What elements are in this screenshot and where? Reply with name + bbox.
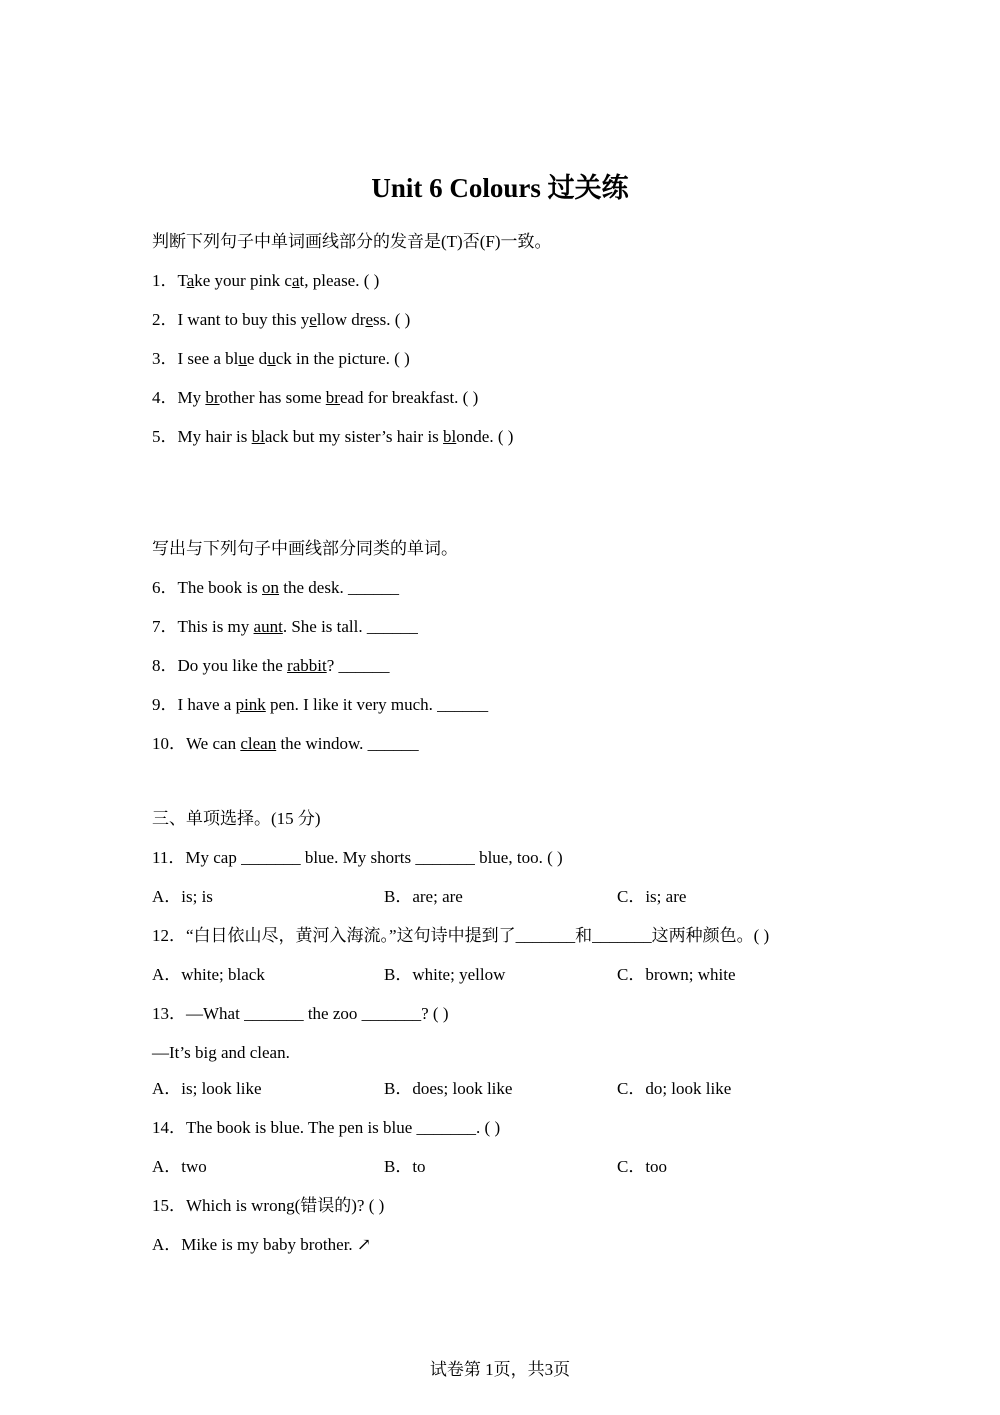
question-13: 13．—What _______ the zoo _______? ( ) — [152, 1004, 449, 1023]
section1-heading: 判断下列句子中单词画线部分的发音是(T)否(F)一致。 — [152, 232, 552, 251]
question-12: 12．“白日依山尽，黄河入海流。”这句诗中提到了_______和_______这两种颜色。( ) — [152, 926, 770, 945]
question-15: 15．Which is wrong(错误的)? ( ) — [152, 1196, 385, 1215]
q11-option-c: C．is; are — [617, 887, 687, 906]
q13-option-a: A．is; look like — [152, 1079, 262, 1098]
question-5: 5．My hair is black but my sister’s hair is blonde. ( ) — [152, 427, 514, 446]
q13-option-c: C．do; look like — [617, 1079, 732, 1098]
question-6: 6．The book is on the desk. ______ — [152, 578, 399, 597]
q14-option-c: C．too — [617, 1157, 668, 1176]
question-7: 7．This is my aunt. She is tall. ______ — [152, 617, 418, 636]
question-10: 10．We can clean the window. ______ — [152, 734, 419, 753]
question-8: 8．Do you like the rabbit? ______ — [152, 656, 390, 675]
question-14: 14．The book is blue. The pen is blue _______. ( ) — [152, 1118, 501, 1137]
section3-heading: 三、单项选择。(15 分) — [152, 809, 321, 828]
question-3: 3．I see a blue duck in the picture. ( ) — [152, 349, 410, 368]
q12-option-b: B．white; yellow — [384, 965, 506, 984]
q12-option-c: C．brown; white — [617, 965, 736, 984]
q13-option-b: B．does; look like — [384, 1079, 513, 1098]
question-2: 2．I want to buy this yellow dress. ( ) — [152, 310, 411, 329]
q11-option-a: A．is; is — [152, 887, 213, 906]
page-footer: 试卷第 1页，共3页 — [429, 1360, 571, 1379]
q15-option-a: A．Mike is my baby brother. ↗ — [152, 1235, 372, 1254]
section2-heading: 写出与下列句子中画线部分同类的单词。 — [152, 539, 458, 558]
q12-option-a: A．white; black — [152, 965, 265, 984]
page-title: Unit 6 Colours 过关练 — [371, 173, 629, 203]
question-9: 9．I have a pink pen. I like it very much. ______ — [152, 695, 489, 714]
q14-option-a: A．two — [152, 1157, 207, 1176]
q11-option-b: B．are; are — [384, 887, 463, 906]
q14-option-b: B．to — [384, 1157, 426, 1176]
question-1: 1．Take your pink cat, please. ( ) — [152, 271, 380, 290]
question-13-reply: —It’s big and clean. — [152, 1043, 290, 1062]
question-11: 11．My cap _______ blue. My shorts _______ blue, too. ( ) — [152, 848, 563, 867]
question-4: 4．My brother has some bread for breakfast. ( ) — [152, 388, 479, 407]
